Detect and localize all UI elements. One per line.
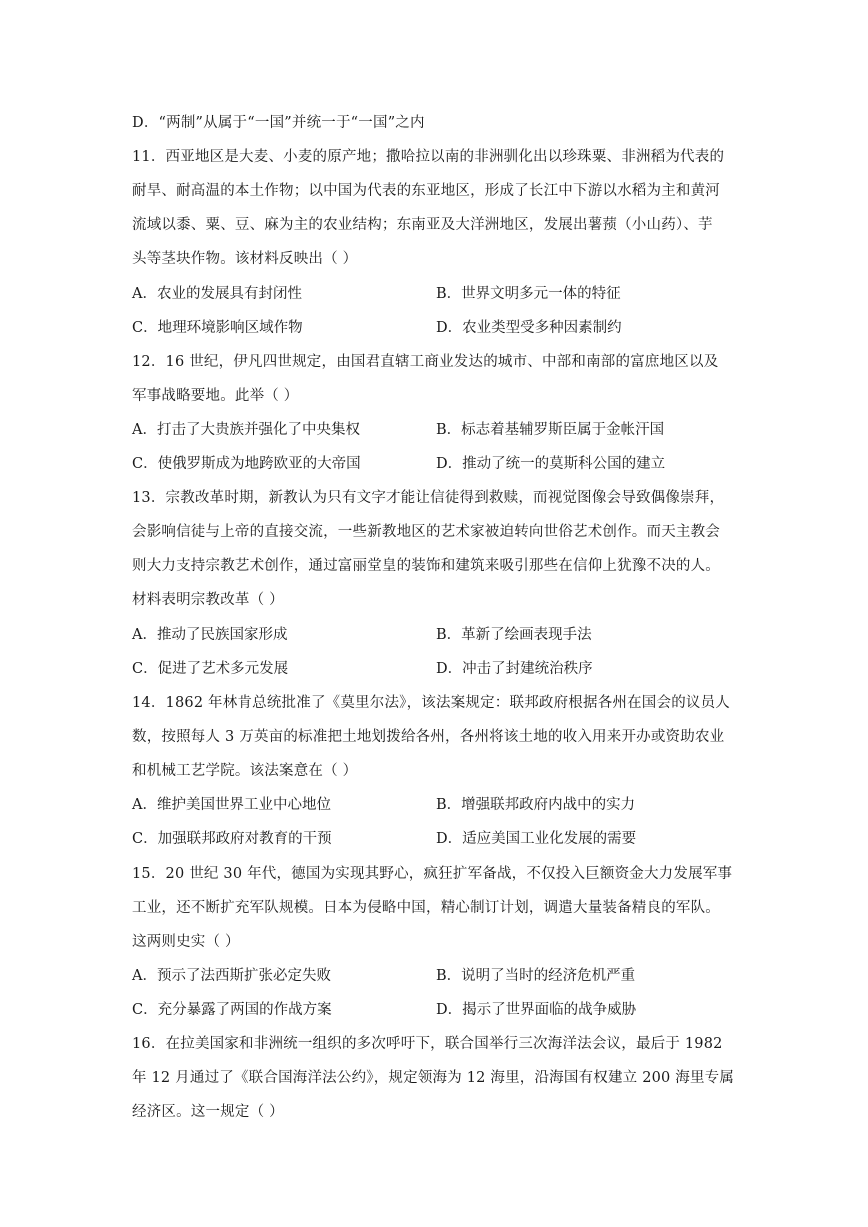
question-line: 耐旱、耐高温的本土作物；以中国为代表的东亚地区，形成了长江中下游以水稻为主和黄河 xyxy=(132,183,720,199)
option-c: C．使俄罗斯成为地跨欧亚的大帝国 xyxy=(132,456,361,472)
question-line: 15．20 世纪 30 年代，德国为实现其野心，疯狂扩军备战，不仅投入巨额资金大力发展军事 xyxy=(132,866,733,882)
question-line: 13．宗教改革时期，新教认为只有文字才能让信徒得到救赎，而视觉图像会导致偶像崇拜， xyxy=(132,490,725,506)
option-a: A．推动了民族国家形成 xyxy=(132,627,288,643)
option-d: D．推动了统一的莫斯科公国的建立 xyxy=(436,456,666,472)
question-line: 材料表明宗教改革（ ） xyxy=(132,592,284,608)
option-c: C．地理环境影响区域作物 xyxy=(132,320,303,336)
question-line: 11．西亚地区是大麦、小麦的原产地；撒哈拉以南的非洲驯化出以珍珠粟、非洲稻为代表的 xyxy=(132,149,725,165)
question-line: 这两则史实（ ） xyxy=(132,934,240,950)
option-d: D．揭示了世界面临的战争威胁 xyxy=(436,1002,637,1018)
question-line: 经济区。这一规定（ ） xyxy=(132,1104,284,1120)
option-d: D．适应美国工业化发展的需要 xyxy=(436,831,637,847)
option-b: B．说明了当时的经济危机严重 xyxy=(436,968,636,984)
question-line: 14．1862 年林肯总统批准了《莫里尔法》，该法案规定：联邦政府根据各州在国会的议员人 xyxy=(132,695,731,711)
option-b: B．增强联邦政府内战中的实力 xyxy=(436,797,636,813)
question-line: 数，按照每人 3 万英亩的标准把土地划拨给各州，各州将该土地的收入用来开办或资助农业 xyxy=(132,729,725,745)
question-line: 12．16 世纪，伊凡四世规定，由国君直辖工商业发达的城市、中部和南部的富庶地区以及 xyxy=(132,354,719,370)
question-line: 会影响信徒与上帝的直接交流，一些新教地区的艺术家被迫转向世俗艺术创作。而天主教会 xyxy=(132,524,720,540)
question-line: 则大力支持宗教艺术创作，通过富丽堂皇的装饰和建筑来吸引那些在信仰上犹豫不决的人。 xyxy=(132,558,720,574)
question-line: 头等茎块作物。该材料反映出（ ） xyxy=(132,251,358,267)
question-line: 和机械工艺学院。该法案意在（ ） xyxy=(132,763,358,779)
question-line: 军事战略要地。此举（ ） xyxy=(132,388,299,404)
question-line: 16．在拉美国家和非洲统一组织的多次呼吁下，联合国举行三次海洋法会议，最后于 1982 xyxy=(132,1036,723,1052)
option-c: C．充分暴露了两国的作战方案 xyxy=(132,1002,332,1018)
question-line: 年 12 月通过了《联合国海洋法公约》，规定领海为 12 海里，沿海国有权建立 200 海里专属 xyxy=(132,1070,735,1086)
option-b: B．世界文明多元一体的特征 xyxy=(436,286,621,302)
question-line: 流域以黍、粟、豆、麻为主的农业结构；东南亚及大洋洲地区，发展出薯蓣（小山药）、芋 xyxy=(132,217,713,233)
option-a: A．维护美国世界工业中心地位 xyxy=(132,797,331,813)
option-b: B．革新了绘画表现手法 xyxy=(436,627,592,643)
q10-option-d: D．“两制”从属于“一国”并统一于“一国”之内 xyxy=(132,115,425,131)
option-a: A．打击了大贵族并强化了中央集权 xyxy=(132,422,360,438)
option-b: B．标志着基辅罗斯臣属于金帐汗国 xyxy=(436,422,665,438)
option-a: A．预示了法西斯扩张必定失败 xyxy=(132,968,331,984)
option-a: A．农业的发展具有封闭性 xyxy=(132,286,302,302)
option-d: D．农业类型受多种因素制约 xyxy=(436,320,622,336)
option-c: C．促进了艺术多元发展 xyxy=(132,661,289,677)
option-d: D．冲击了封建统治秩序 xyxy=(436,661,593,677)
question-line: 工业，还不断扩充军队规模。日本为侵略中国，精心制订计划，调遣大量装备精良的军队。 xyxy=(132,900,720,916)
option-c: C．加强联邦政府对教育的干预 xyxy=(132,831,332,847)
